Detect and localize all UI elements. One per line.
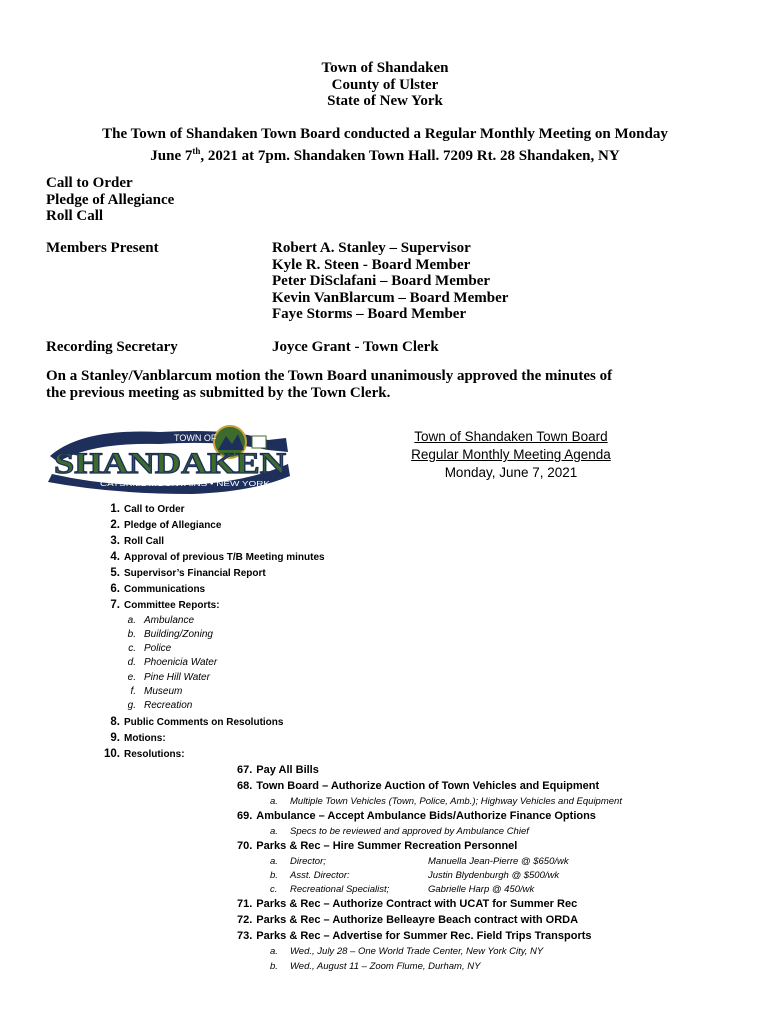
item-letter: b. bbox=[127, 629, 136, 640]
item-letter: b. bbox=[270, 961, 278, 972]
member-name: Kyle R. Steen - Board Member bbox=[272, 256, 471, 273]
committee-item bbox=[122, 657, 217, 668]
resolution-label: Town Board – Authorize Auction of Town Vehicles and Equipment bbox=[256, 780, 600, 792]
item-label: Museum bbox=[144, 686, 183, 697]
item-letter: a. bbox=[270, 796, 278, 807]
item-label: Committee Reports: bbox=[124, 600, 220, 611]
meeting-date: June 7 bbox=[150, 147, 193, 164]
item-label: Asst. Director: bbox=[290, 870, 350, 881]
personnel-detail: Gabrielle Harp @ 450/wk bbox=[428, 884, 535, 895]
resolution-label: Parks & Rec – Advertise for Summer Rec. Field Trips Transports bbox=[256, 930, 592, 942]
members-list bbox=[272, 240, 508, 323]
item-letter: d. bbox=[127, 657, 136, 668]
item-number: 10. bbox=[104, 748, 120, 760]
committee-item bbox=[122, 643, 171, 654]
item-label: Specs to be reviewed and approved by Ambulance Chief bbox=[290, 826, 529, 837]
item-label: Police bbox=[144, 643, 172, 654]
committee-item bbox=[122, 629, 213, 640]
recording-secretary-label: Recording Secretary bbox=[46, 339, 178, 355]
item-label: Recreation bbox=[144, 700, 193, 711]
item-letter: a. bbox=[127, 615, 136, 626]
item-letter: a. bbox=[270, 946, 278, 957]
item-label: Pine Hill Water bbox=[144, 672, 210, 683]
item-label: Pledge of Allegiance bbox=[124, 520, 222, 531]
resolution-sub-item bbox=[270, 796, 622, 807]
meeting-line-2 bbox=[30, 143, 740, 165]
recording-secretary-name: Joyce Grant - Town Clerk bbox=[272, 339, 439, 355]
motion-line-2: the previous meeting as submitted by the Town Clerk. bbox=[46, 384, 391, 401]
meeting-line-1: The Town of Shandaken Town Board conducted a Regular Monthly Meeting on Monday bbox=[102, 126, 668, 142]
list-item bbox=[96, 716, 283, 728]
member-name: Kevin VanBlarcum – Board Member bbox=[272, 289, 509, 306]
item-letter: g. bbox=[127, 700, 136, 711]
item-label: Motions: bbox=[124, 733, 166, 744]
minutes-motion bbox=[46, 368, 736, 401]
resolution-sub-item bbox=[270, 946, 543, 957]
resolution-item bbox=[237, 764, 319, 776]
resolution-number: 70. bbox=[237, 840, 253, 852]
header-town: Town of Shandaken bbox=[321, 60, 449, 76]
item-number: 7. bbox=[110, 599, 120, 611]
opening-call-to-order: Call to Order bbox=[46, 175, 133, 191]
list-item bbox=[96, 599, 220, 611]
members-present-label: Members Present bbox=[46, 240, 159, 256]
item-number: 6. bbox=[110, 583, 120, 595]
item-label: Ambulance bbox=[144, 615, 195, 626]
item-letter: b. bbox=[270, 870, 278, 881]
item-label: Building/Zoning bbox=[144, 629, 213, 640]
item-label: Wed., July 28 – One World Trade Center, New York City, NY bbox=[290, 946, 544, 957]
committee-item bbox=[122, 672, 210, 683]
item-label: Phoenicia Water bbox=[144, 657, 218, 668]
item-label: Recreational Specialist; bbox=[290, 884, 390, 895]
resolution-number: 73. bbox=[237, 930, 253, 942]
member-name: Faye Storms – Board Member bbox=[272, 306, 467, 322]
logo-main-text: SHANDAKEN bbox=[54, 447, 287, 480]
item-label: Roll Call bbox=[124, 536, 165, 547]
list-item bbox=[96, 535, 164, 547]
item-label: Wed., August 11 – Zoom Flume, Durham, NY bbox=[290, 961, 481, 972]
agenda-subtitle: Regular Monthly Meeting Agenda bbox=[411, 447, 611, 462]
resolution-item bbox=[237, 898, 577, 910]
resolution-number: 72. bbox=[237, 914, 253, 926]
item-number: 2. bbox=[110, 519, 120, 531]
resolution-sub-item bbox=[270, 884, 535, 895]
list-item bbox=[96, 519, 221, 531]
item-number: 9. bbox=[110, 732, 120, 744]
member-name: Robert A. Stanley – Supervisor bbox=[272, 240, 471, 256]
header-state: State of New York bbox=[327, 93, 443, 109]
resolution-label: Pay All Bills bbox=[256, 764, 319, 776]
item-number: 1. bbox=[110, 503, 120, 515]
list-item bbox=[96, 567, 266, 579]
resolution-label: Parks & Rec – Authorize Belleayre Beach contract with ORDA bbox=[256, 914, 579, 926]
resolution-item bbox=[237, 840, 517, 852]
personnel-detail: Manuella Jean-Pierre @ $650/wk bbox=[428, 856, 569, 867]
item-letter: c. bbox=[270, 884, 278, 895]
resolution-number: 67. bbox=[237, 764, 253, 776]
document-header bbox=[0, 60, 770, 110]
logo-top-text: TOWN OF bbox=[174, 433, 217, 443]
resolution-label: Ambulance – Accept Ambulance Bids/Authorize Finance Options bbox=[256, 810, 596, 822]
resolution-item bbox=[237, 780, 599, 792]
item-label: Director; bbox=[290, 856, 326, 867]
agenda-date: Monday, June 7, 2021 bbox=[444, 465, 578, 480]
item-label: Resolutions: bbox=[124, 749, 185, 760]
committee-item bbox=[122, 700, 192, 711]
meeting-location: , 2021 at 7pm. Shandaken Town Hall. 7209 Rt. 28 Shandaken, NY bbox=[200, 147, 620, 164]
item-letter: a. bbox=[270, 826, 278, 837]
item-label: Communications bbox=[124, 584, 206, 595]
item-number: 5. bbox=[110, 567, 120, 579]
opening-items bbox=[46, 175, 174, 225]
personnel-detail: Justin Blydenburgh @ $500/wk bbox=[428, 870, 560, 881]
resolution-label: Parks & Rec – Hire Summer Recreation Personnel bbox=[256, 840, 518, 852]
item-label: Public Comments on Resolutions bbox=[124, 717, 284, 728]
item-number: 8. bbox=[110, 716, 120, 728]
resolution-label: Parks & Rec – Authorize Contract with UCAT for Summer Rec bbox=[256, 898, 578, 910]
item-label: Supervisor’s Financial Report bbox=[124, 568, 266, 579]
list-item bbox=[96, 551, 325, 563]
resolution-number: 69. bbox=[237, 810, 253, 822]
committee-item bbox=[122, 686, 182, 697]
item-letter: a. bbox=[270, 856, 278, 867]
member-name: Peter DiSclafani – Board Member bbox=[272, 273, 491, 289]
item-letter: c. bbox=[128, 643, 136, 654]
list-item bbox=[96, 503, 185, 515]
resolution-item bbox=[237, 930, 592, 942]
resolution-sub-item bbox=[270, 826, 529, 837]
item-number: 3. bbox=[110, 535, 120, 547]
resolution-number: 71. bbox=[237, 898, 253, 910]
resolution-sub-item bbox=[270, 856, 569, 867]
item-number: 4. bbox=[110, 551, 120, 563]
opening-roll-call: Roll Call bbox=[46, 208, 104, 224]
agenda-title-block bbox=[376, 428, 646, 482]
motion-line-1: On a Stanley/Vanblarcum motion the Town Board unanimously approved the minutes of bbox=[46, 368, 613, 384]
resolution-sub-item bbox=[270, 961, 480, 972]
opening-pledge: Pledge of Allegiance bbox=[46, 191, 175, 208]
resolution-item bbox=[237, 810, 596, 822]
resolution-number: 68. bbox=[237, 780, 253, 792]
shandaken-logo bbox=[42, 422, 292, 494]
list-item bbox=[96, 748, 185, 760]
list-item bbox=[96, 732, 166, 744]
item-label: Multiple Town Vehicles (Town, Police, Amb.); Highway Vehicles and Equipment bbox=[290, 796, 622, 807]
resolution-item bbox=[237, 914, 578, 926]
logo-bottom-text: CATSKILL MOUNTAINS • NEW YORK bbox=[100, 481, 271, 488]
list-item bbox=[96, 583, 205, 595]
item-letter: e. bbox=[127, 672, 136, 683]
header-county: County of Ulster bbox=[331, 76, 439, 93]
resolution-sub-item bbox=[270, 870, 560, 881]
meeting-date-suffix: th bbox=[192, 145, 201, 156]
item-letter: f. bbox=[130, 686, 136, 697]
meeting-statement bbox=[30, 126, 740, 164]
item-label: Call to Order bbox=[124, 504, 185, 515]
item-label: Approval of previous T/B Meeting minutes bbox=[124, 552, 325, 563]
agenda-title: Town of Shandaken Town Board bbox=[414, 429, 608, 444]
committee-item bbox=[122, 615, 194, 626]
